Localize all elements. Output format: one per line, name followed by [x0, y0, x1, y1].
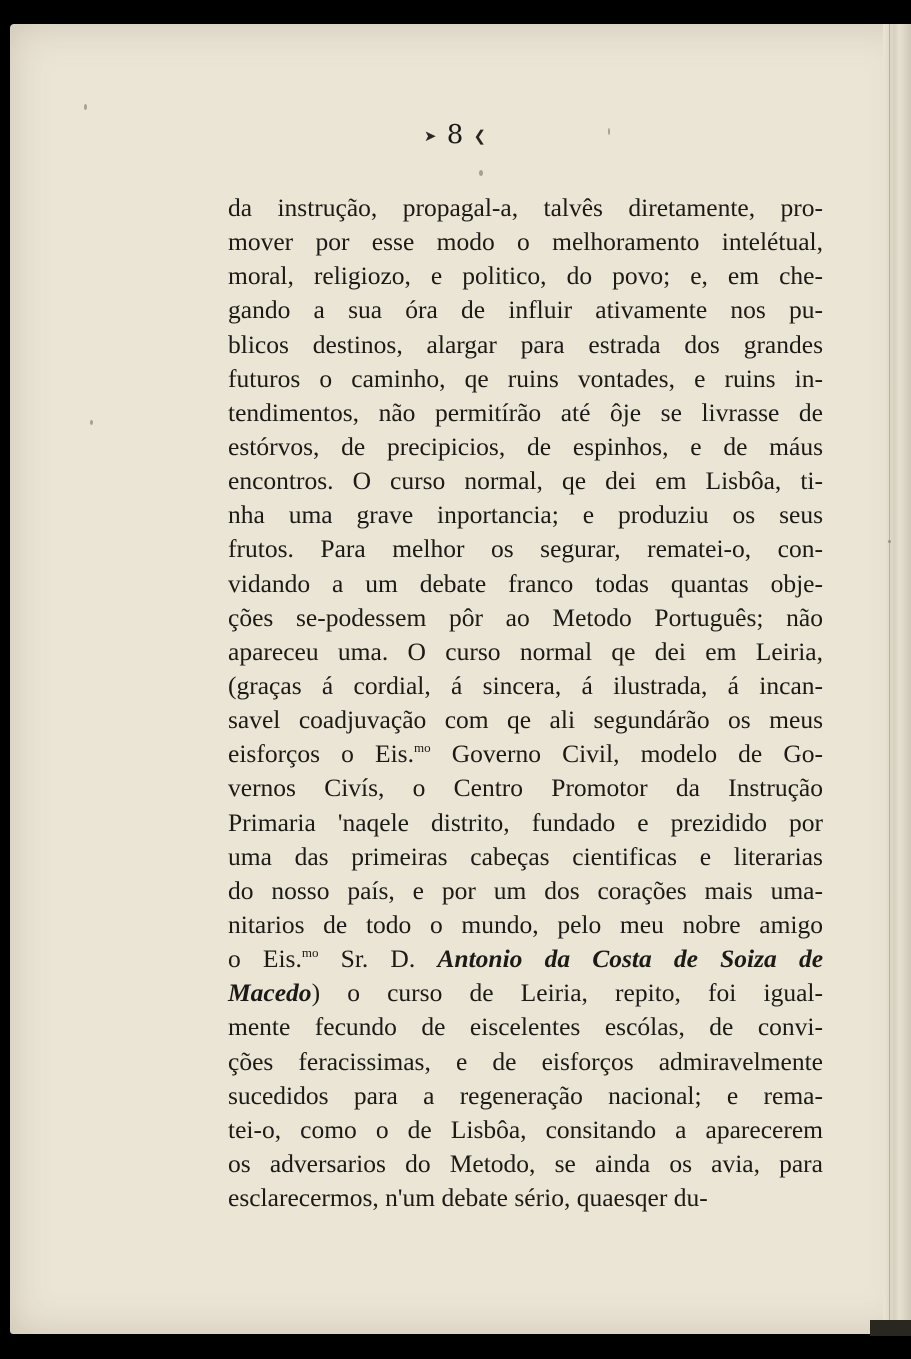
text-line: [228, 737, 823, 771]
text-line: vidando a um debate franco todas quantas obje-: [228, 568, 823, 598]
text-line: frutos. Para melhor os segurar, rematei-o, con-: [228, 534, 823, 564]
speck: [84, 104, 87, 110]
text-line: ções se-podessem pôr ao Metodo Português; não: [228, 602, 823, 632]
text-line: tendimentos, não permitírão até ôje se livrasse de: [228, 397, 823, 427]
text-line: uma das primeiras cabeças cientificas e literarias: [228, 841, 823, 871]
speck: [888, 540, 891, 543]
text-line: gando a sua óra de influir ativamente nos pu-: [228, 295, 823, 325]
text-line: vernos Civís, o Centro Promotor da Instrução: [228, 773, 823, 803]
text-line: nitarios de todo o mundo, pelo meu nobre amigo: [228, 909, 823, 939]
italic-name: Macedo: [228, 978, 312, 1008]
text-line: do nosso país, e por um dos corações mais uma-: [228, 875, 823, 905]
superscript-mo: mo: [301, 945, 319, 961]
speck: [479, 170, 483, 176]
ornament-left-icon: ➤: [423, 127, 438, 145]
text-line: moral, religiozo, e politico, do povo; e, em che-: [228, 261, 823, 291]
text-line: da instrução, propagal-a, talvês diretamente, pro-: [228, 193, 823, 222]
text-line: futuros o caminho, qe ruins vontades, e ruins in-: [228, 363, 823, 393]
text-line: nha uma grave inportancia; e produziu os seus: [228, 500, 823, 530]
text-line: tei-o, como o de Lisbôa, consitando a aparecerem: [228, 1114, 823, 1144]
speck: [90, 420, 93, 425]
superscript-mo: mo: [414, 740, 431, 756]
text-fragment: ) o curso de Leiria, repito, foi igual-: [311, 978, 823, 1008]
binding-edge: [870, 1320, 911, 1336]
text-line: mente fecundo de eiscelentes escólas, de convi-: [228, 1012, 823, 1042]
text-line: sucedidos para a regeneração nacional; e rema-: [228, 1080, 823, 1110]
text-line: Primaria 'naqele distrito, fundado e prezidido por: [228, 807, 823, 837]
text-line: mover por esse modo o melhoramento intelétual,: [228, 227, 823, 257]
text-fragment: eisforços o Eis.: [228, 739, 414, 769]
text-line: ções feracissimas, e de eisforços admiravelmente: [228, 1046, 823, 1076]
text-fragment: o Eis.: [228, 944, 302, 974]
text-line: apareceu uma. O curso normal qe dei em Leiria,: [228, 636, 823, 666]
text-line: estórvos, de precipicios, de espinhos, e de máus: [228, 431, 823, 461]
text-line: esclarecermos, n'um debate sério, quaesqer du-: [228, 1183, 708, 1213]
text-fragment: Governo Civil, modelo de Go-: [451, 739, 824, 769]
text-line: os adversarios do Metodo, se ainda os avia, para: [228, 1148, 823, 1178]
text-line: [228, 976, 823, 1010]
italic-name: Antonio da Costa de Soiza de: [437, 944, 824, 974]
page-number-header: [0, 120, 911, 150]
page-edge: [883, 24, 911, 1334]
text-line: [228, 942, 823, 976]
text-fragment: Sr. D.: [340, 944, 416, 974]
body-paragraph: [228, 191, 823, 1215]
text-line: blicos destinos, alargar para estrada dos grandes: [228, 329, 823, 359]
text-line: (graças á cordial, á sincera, á ilustrada, á incan-: [228, 670, 823, 700]
page-number: 8: [446, 120, 465, 150]
text-line: savel coadjuvação com qe ali segundárão os meus: [228, 705, 823, 735]
ornament-right-icon: ❮: [473, 127, 488, 145]
text-line: encontros. O curso normal, qe dei em Lisbôa, ti-: [228, 466, 823, 496]
